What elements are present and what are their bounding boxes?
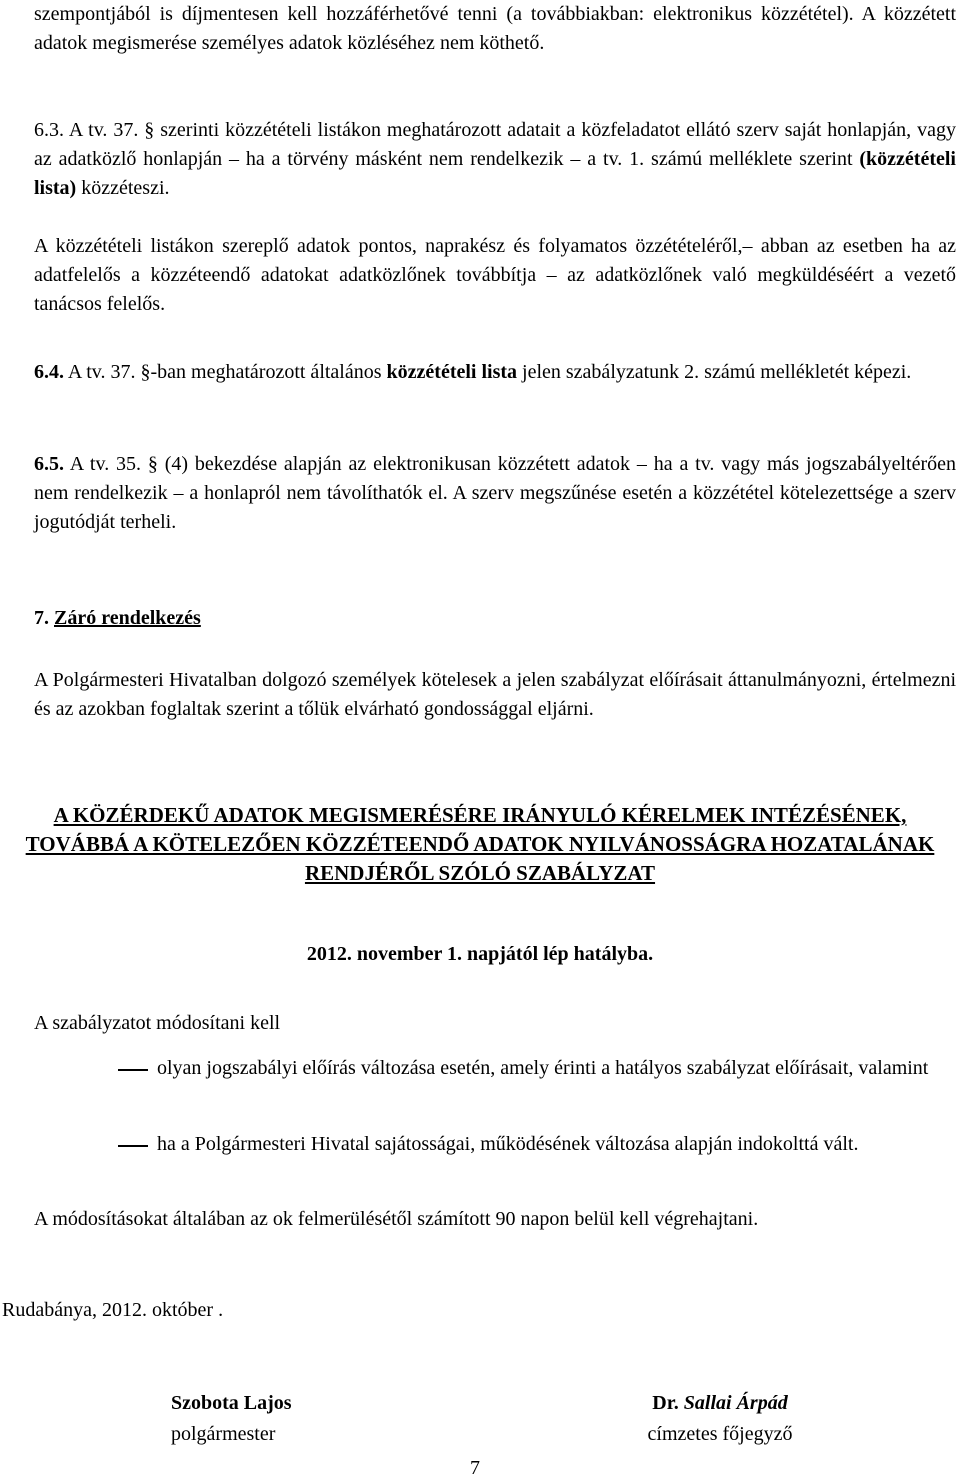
section-7-number: 7. <box>34 607 49 629</box>
signatory-name: Szobota Lajos <box>171 1392 292 1414</box>
section-6-5-text: A tv. 35. § (4) bekezdése alapján az elektronikusan közzétett adatok – ha a tv. vagy más jogszabályeltérően nem rendelkezik – a honlapról nem távolíthatók el. A szerv megszűnése esetén a közzététel kötelezettsége a szerv jogutódját terheli. <box>34 453 956 533</box>
signatory-title: címzetes főjegyző <box>647 1423 793 1445</box>
section-6-3-tail: közzéteszi. <box>76 177 170 199</box>
section-7-title: Záró rendelkezés <box>54 607 201 629</box>
section-6-4-paragraph <box>34 358 956 387</box>
amend-item-text: ha a Polgármesteri Hivatal sajátosságai, működésének változása alapján indokolttá vált. <box>157 1133 859 1155</box>
section-7-heading <box>34 604 956 633</box>
signatory-prefix: Dr. <box>652 1392 679 1414</box>
section-6-4-tail: jelen szabályzatunk 2. számú mellékletét képezi. <box>517 361 912 383</box>
section-6-4-bold: közzétételi lista <box>386 361 518 383</box>
effective-date: 2012. november 1. napjától lép hatályba. <box>306 943 654 965</box>
place-date: Rudabánya, 2012. október . <box>2 1299 224 1321</box>
intro-paragraph: szempontjából is díjmentesen kell hozzáférhetővé tenni (a továbbiakban: elektronikus közzététel). A közzétett adatok megismerése személyes adatok közléséhez nem köthető. <box>34 3 956 54</box>
signature-right <box>620 1388 820 1450</box>
accuracy-paragraph: A közzétételi listákon szereplő adatok pontos, naprakész és folyamatos özzétételéről,– abban az esetben ha az adatfelelős a közzéteendő adatokat adatközlőnek továbbítja – az adatközlőnek való megküldéséért a vezető tanácsos felelős. <box>34 235 956 315</box>
amend-intro: A szabályzatot módosítani kell <box>34 1012 281 1034</box>
section-6-4-text: A tv. 37. §-ban meghatározott általános <box>67 361 387 383</box>
section-6-3-paragraph <box>34 116 956 203</box>
deadline-paragraph: A módosításokat általában az ok felmerülésétől számított 90 napon belül kell végrehajtani. <box>34 1208 759 1230</box>
dash-bullet-icon <box>116 1130 148 1159</box>
section-6-4-number: 6.4. <box>34 361 64 383</box>
closing-paragraph: A Polgármesteri Hivatalban dolgozó személyek kötelesek a jelen szabályzat előírásait áttanulmányozni, értelmezni és az azokban foglaltak szerint a tőlük elvárható gondossággal eljárni. <box>34 669 956 720</box>
amend-item-1 <box>157 1054 956 1083</box>
section-6-3-bold: (közzétételi lista) <box>34 148 956 199</box>
amend-item-text: olyan jogszabályi előírás változása esetén, amely érinti a hatályos szabályzat előírásait, valamint <box>157 1057 929 1079</box>
regulation-title: A KÖZÉRDEKŰ ADATOK MEGISMERÉSÉRE IRÁNYULÓ KÉRELMEK INTÉZÉSÉNEK, TOVÁBBÁ A KÖTELEZŐEN KÖZZÉTEENDŐ ADATOK NYILVÁNOSSÁGRA HOZATALÁNAK RENDJÉRŐL SZÓLÓ SZABÁLYZAT <box>25 803 935 885</box>
amend-item-2 <box>157 1130 956 1159</box>
section-6-3-text: 6.3. A tv. 37. § szerinti közzétételi listákon meghatározott adatait a közfeladatot ellátó szerv saját honlapján, vagy az adatközlő honlapján – ha a törvény másként nem rendelkezik – a tv. 1. számú melléklete szerint <box>34 119 956 170</box>
signatory-title: polgármester <box>171 1423 276 1445</box>
section-6-5-number: 6.5. <box>34 453 64 475</box>
signatory-name: Sallai Árpád <box>683 1392 788 1414</box>
page-number: 7 <box>470 1457 480 1479</box>
section-6-5-paragraph <box>34 450 956 537</box>
dash-bullet-icon <box>116 1054 148 1083</box>
signature-left <box>171 1388 292 1450</box>
